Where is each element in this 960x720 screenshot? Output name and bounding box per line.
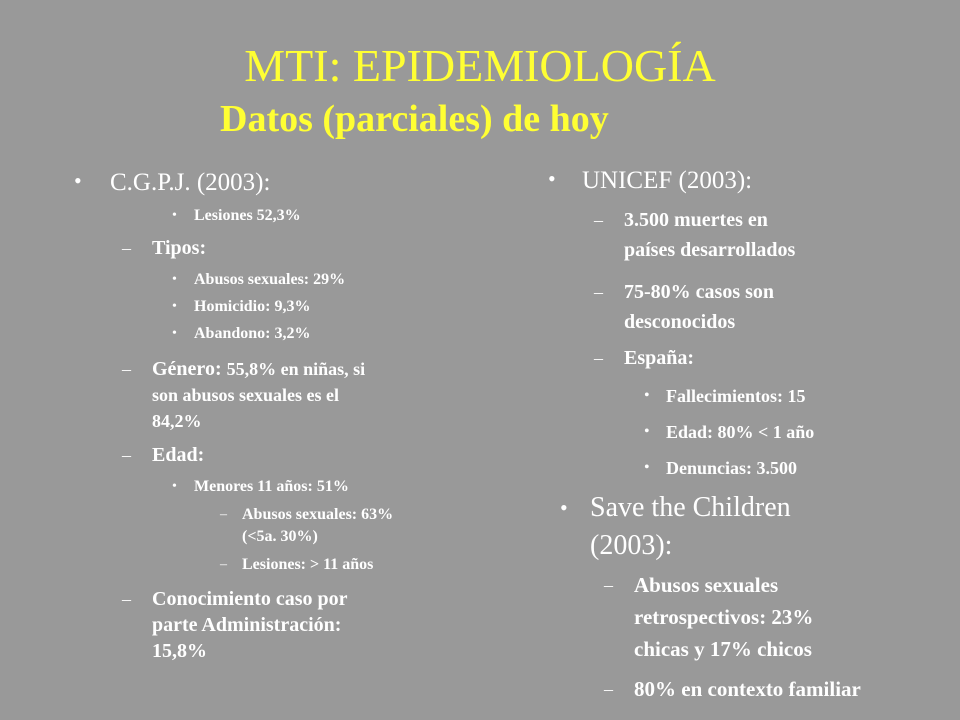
lesiones-item: Lesiones 52,3% [194, 207, 301, 224]
bullet-icon: • [172, 326, 177, 341]
edad-abusos-line2: (<5a. 30%) [242, 528, 318, 545]
bullet-icon: • [74, 168, 82, 193]
conocimiento-line1: Conocimiento caso por [152, 588, 348, 610]
cgpj-heading: C.G.P.J. (2003): [110, 169, 271, 196]
genero-text [152, 356, 472, 382]
dash-icon: – [220, 507, 227, 522]
dash-icon: – [594, 282, 603, 302]
muertes-line2: países desarrollados [624, 239, 796, 261]
conocimiento-line2: parte Administración: [152, 614, 342, 636]
espana-label: España: [624, 347, 695, 369]
dash-icon: – [122, 445, 131, 465]
espana-item: Fallecimientos: 15 [666, 386, 806, 406]
dash-icon: – [220, 557, 227, 572]
tipos-item: Abusos sexuales: 29% [194, 271, 346, 288]
bullet-icon: • [172, 272, 177, 287]
dash-icon: – [604, 679, 613, 699]
save-heading-line1: Save the Children [590, 492, 791, 523]
bullet-icon: • [644, 423, 650, 440]
dash-icon: – [604, 575, 613, 595]
dash-icon: – [122, 589, 131, 609]
bullet-icon: • [560, 495, 568, 520]
tipos-item: Abandono: 3,2% [194, 325, 311, 342]
bullet-icon: • [644, 387, 650, 404]
dash-icon: – [122, 238, 131, 258]
dash-icon: – [122, 359, 131, 379]
dash-icon: – [594, 210, 603, 230]
edad-label: Edad: [152, 444, 205, 466]
save-heading-line2: (2003): [590, 530, 673, 561]
genero-line2: son abusos sexuales es el [152, 385, 340, 405]
casos-line2: desconocidos [624, 311, 736, 333]
bullet-icon: • [548, 166, 556, 191]
dash-icon: – [594, 348, 603, 368]
genero-line3: 84,2% [152, 411, 202, 431]
espana-item: Edad: 80% < 1 año [666, 422, 815, 442]
bullet-icon: • [172, 299, 177, 314]
edad-lesiones: Lesiones: > 11 años [242, 556, 374, 573]
save-abusos-line1: Abusos sexuales [634, 573, 779, 597]
unicef-heading: UNICEF (2003): [582, 167, 753, 194]
casos-line1: 75-80% casos son [624, 281, 775, 303]
bullet-icon: • [172, 479, 177, 494]
muertes-line1: 3.500 muertes en [624, 209, 768, 231]
genero-label: Género: [152, 358, 222, 380]
slide-title: MTI: EPIDEMIOLOGÍA [244, 40, 716, 91]
genero-value: 55,8% en niñas, si [226, 359, 366, 379]
menores-item: Menores 11 años: 51% [194, 478, 349, 495]
slide-subtitle: Datos (parciales) de hoy [220, 98, 609, 140]
bullet-icon: • [644, 459, 650, 476]
save-abusos-line2: retrospectivos: 23% [634, 605, 814, 629]
bullet-icon: • [172, 208, 177, 223]
tipos-item: Homicidio: 9,3% [194, 298, 311, 315]
save-contexto: 80% en contexto familiar [634, 677, 861, 701]
tipos-label: Tipos: [152, 237, 207, 259]
espana-item: Denuncias: 3.500 [666, 458, 798, 478]
conocimiento-line3: 15,8% [152, 640, 207, 662]
edad-abusos-line1: Abusos sexuales: 63% [242, 506, 394, 523]
save-abusos-line3: chicas y 17% chicos [634, 637, 812, 661]
